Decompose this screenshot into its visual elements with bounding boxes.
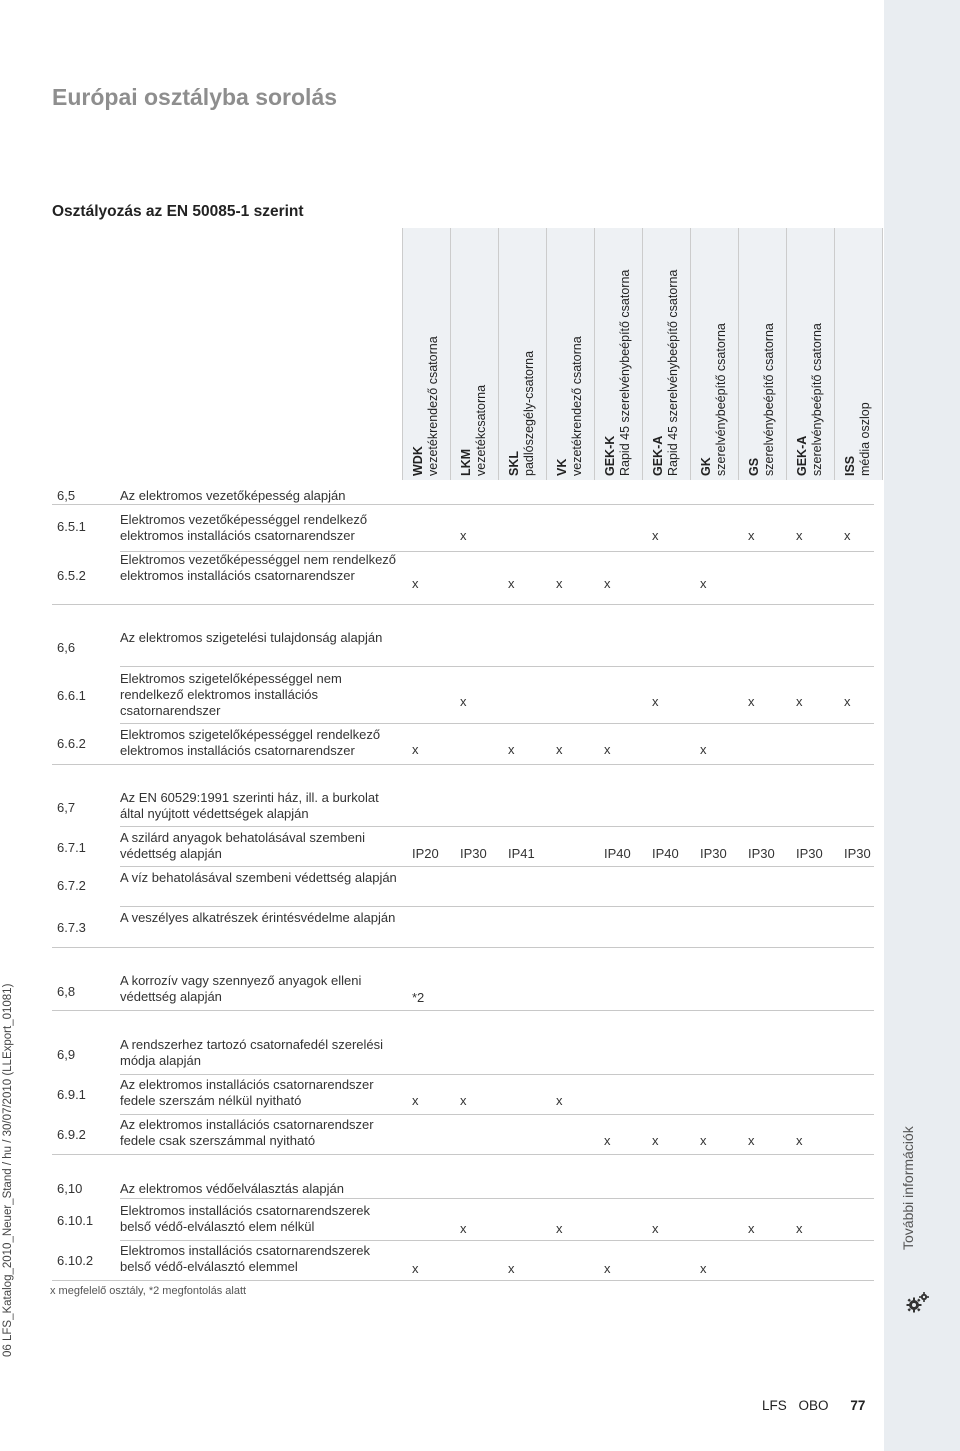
table-cell: x (604, 1261, 611, 1276)
column-code: LKM (459, 448, 473, 476)
row-description: Elektromos szigetelőképességgel rendelkező elektromos installációs csatornarendszer (120, 727, 381, 758)
row-number: 6.6.2 (57, 736, 86, 751)
column-header (795, 323, 825, 476)
column-code: GEK-K (603, 435, 617, 476)
column-header (507, 351, 537, 476)
table-cell: x (652, 1221, 659, 1236)
column-code: WDK (411, 446, 425, 476)
column-header (843, 402, 873, 476)
row-description: Elektromos vezetőképességgel rendelkező elektromos installációs csatornarendszer (120, 512, 368, 543)
table-cell: x (556, 1093, 563, 1108)
column-header (411, 336, 441, 476)
row-description: A víz behatolásával szembeni védettség alapján (120, 870, 397, 885)
row-divider (120, 826, 874, 827)
table-cell: x (796, 1133, 803, 1148)
table-cell: x (412, 1093, 419, 1108)
column-code: GEK-A (651, 435, 665, 476)
column-divider (546, 228, 547, 480)
page-footer (762, 1398, 873, 1413)
column-header (699, 323, 729, 476)
row-description: Az elektromos védőelválasztás alapján (120, 1181, 345, 1196)
column-name: Rapid 45 szerelvénybeépítő csatorna (666, 269, 680, 476)
footer-brand-obo: OBO (798, 1398, 829, 1413)
table-cell: x (508, 576, 515, 591)
row-divider (52, 604, 874, 605)
row-divider (120, 1198, 874, 1199)
row-description: A rendszerhez tartozó csatornafedél szerelési módja alapján (120, 1037, 384, 1068)
table-cell: x (412, 576, 419, 591)
table-cell: x (604, 1133, 611, 1148)
column-divider (642, 228, 643, 480)
table-cell: x (796, 694, 803, 709)
row-description: Elektromos installációs csatornarendszerek belső védő-elválasztó elem nélkül (120, 1203, 370, 1234)
row-description: Az elektromos szigetelési tulajdonság alapján (120, 630, 383, 645)
page-number: 77 (850, 1398, 866, 1413)
section-title: Osztályozás az EN 50085-1 szerint (52, 203, 304, 220)
table-cell: IP30 (796, 846, 823, 861)
row-divider (120, 666, 874, 667)
table-cell: *2 (412, 990, 425, 1005)
column-name: szerelvénybeépítő csatorna (714, 323, 728, 476)
table-cell: x (700, 1261, 707, 1276)
table-cell: x (508, 1261, 515, 1276)
table-cell: x (700, 742, 707, 757)
row-description: A veszélyes alkatrészek érintésvédelme alapján (120, 910, 396, 925)
row-description: Elektromos installációs csatornarendszerek belső védő-elválasztó elemmel (120, 1243, 370, 1274)
footer-brand-lfs: LFS (762, 1398, 787, 1413)
column-name: vezetékrendező csatorna (570, 336, 584, 476)
table-cell: x (460, 1221, 467, 1236)
row-divider (52, 764, 874, 765)
row-number: 6,8 (57, 984, 76, 999)
column-code: SKL (507, 451, 521, 476)
row-description: Az elektromos vezetőképesség alapján (120, 488, 346, 503)
page-title: Európai osztályba sorolás (52, 84, 338, 110)
footnote: x megfelelő osztály, *2 megfontolás alatt (50, 1285, 247, 1297)
table-cell: x (796, 1221, 803, 1236)
column-header (603, 270, 633, 476)
row-description: Elektromos vezetőképességgel nem rendelkező elektromos installációs csatornarendszer (120, 552, 397, 583)
row-number: 6,10 (57, 1181, 83, 1196)
row-divider (120, 723, 874, 724)
row-description: Az elektromos installációs csatornarendszer fedele csak szerszámmal nyitható (120, 1117, 374, 1148)
column-code: GS (747, 457, 761, 476)
table-cell: IP41 (508, 846, 535, 861)
column-header (651, 270, 681, 476)
column-name: szerelvénybeépítő csatorna (762, 323, 776, 476)
row-divider (52, 1280, 874, 1281)
row-number: 6.7.2 (57, 878, 86, 893)
table-cell: IP30 (700, 846, 727, 861)
row-divider (120, 1074, 874, 1075)
column-name: Rapid 45 szerelvénybeépítő csatorna (618, 269, 632, 476)
column-code: ISS (843, 455, 857, 476)
table-cell: IP30 (844, 846, 871, 861)
row-number: 6.9.1 (57, 1087, 86, 1102)
row-divider (52, 504, 874, 505)
table-cell: x (508, 742, 515, 757)
row-description: Az elektromos installációs csatornarendszer fedele szerszám nélkül nyitható (120, 1077, 374, 1108)
row-divider (120, 866, 874, 867)
table-cell: x (652, 1133, 659, 1148)
table-cell: x (460, 694, 467, 709)
row-divider (52, 1010, 874, 1011)
row-number: 6.6.1 (57, 688, 86, 703)
table-cell: x (556, 742, 563, 757)
row-description: A szilárd anyagok behatolásával szembeni védettség alapján (120, 830, 365, 861)
column-name: szerelvénybeépítő csatorna (810, 323, 824, 476)
column-code: VK (555, 458, 569, 476)
row-number: 6.9.2 (57, 1127, 86, 1142)
row-divider (52, 1154, 874, 1155)
column-divider (450, 228, 451, 480)
column-name: vezetékrendező csatorna (426, 336, 440, 476)
column-header (459, 385, 489, 476)
row-description: Az EN 60529:1991 szerinti ház, ill. a burkolat által nyújtott védettségek alapján (120, 790, 379, 821)
sidebar-label[interactable]: További információk (900, 1126, 916, 1250)
column-header (555, 336, 585, 476)
row-number: 6.5.1 (57, 519, 86, 534)
row-number: 6.7.3 (57, 920, 86, 935)
table-cell: x (556, 576, 563, 591)
column-divider (498, 228, 499, 480)
column-name: média oszlop (858, 402, 872, 476)
row-number: 6,5 (57, 488, 76, 503)
column-divider (786, 228, 787, 480)
column-header (747, 323, 777, 476)
table-cell: IP20 (412, 846, 439, 861)
table-cell: x (460, 528, 467, 543)
column-name: padlószegély-csatorna (522, 350, 536, 476)
vertical-caption: 06 LFS_Katalog_2010_Neuer_Stand / hu / 30/07/2010 (LLExport_01081) (2, 983, 14, 1357)
table-cell: x (412, 742, 419, 757)
column-code: GEK-A (795, 435, 809, 476)
column-code: GK (699, 457, 713, 476)
row-divider (52, 947, 874, 948)
row-number: 6,7 (57, 800, 76, 815)
row-number: 6.10.1 (57, 1213, 94, 1228)
table-cell: x (748, 528, 755, 543)
row-divider (120, 906, 874, 907)
row-divider (120, 1114, 874, 1115)
table-cell: x (652, 694, 659, 709)
table-cell: IP40 (652, 846, 679, 861)
row-number: 6,9 (57, 1047, 76, 1062)
row-number: 6.7.1 (57, 840, 86, 855)
table-cell: x (796, 528, 803, 543)
column-divider (882, 228, 883, 480)
column-divider (738, 228, 739, 480)
column-name: vezetékcsatorna (474, 384, 488, 476)
table-cell: x (700, 1133, 707, 1148)
column-divider (690, 228, 691, 480)
table-cell: x (652, 528, 659, 543)
table-cell: x (844, 694, 851, 709)
row-divider (120, 1240, 874, 1241)
table-cell: x (604, 576, 611, 591)
row-description: Elektromos szigetelőképességgel nem rendelkező elektromos installációs csatornarendszer (120, 671, 342, 718)
table-cell: x (844, 528, 851, 543)
table-cell: x (412, 1261, 419, 1276)
table-cell: x (460, 1093, 467, 1108)
table-cell: IP30 (460, 846, 487, 861)
column-divider (402, 228, 403, 480)
table-cell: IP30 (748, 846, 775, 861)
column-divider (834, 228, 835, 480)
table-cell: x (748, 1133, 755, 1148)
row-number: 6.10.2 (57, 1253, 94, 1268)
row-description: A korrozív vagy szennyező anyagok elleni védettség alapján (120, 973, 362, 1004)
column-divider (594, 228, 595, 480)
row-number: 6.5.2 (57, 568, 86, 583)
table-cell: IP40 (604, 846, 631, 861)
table-cell: x (604, 742, 611, 757)
table-cell: x (556, 1221, 563, 1236)
row-number: 6,6 (57, 640, 76, 655)
table-cell: x (748, 694, 755, 709)
table-cell: x (748, 1221, 755, 1236)
table-cell: x (700, 576, 707, 591)
